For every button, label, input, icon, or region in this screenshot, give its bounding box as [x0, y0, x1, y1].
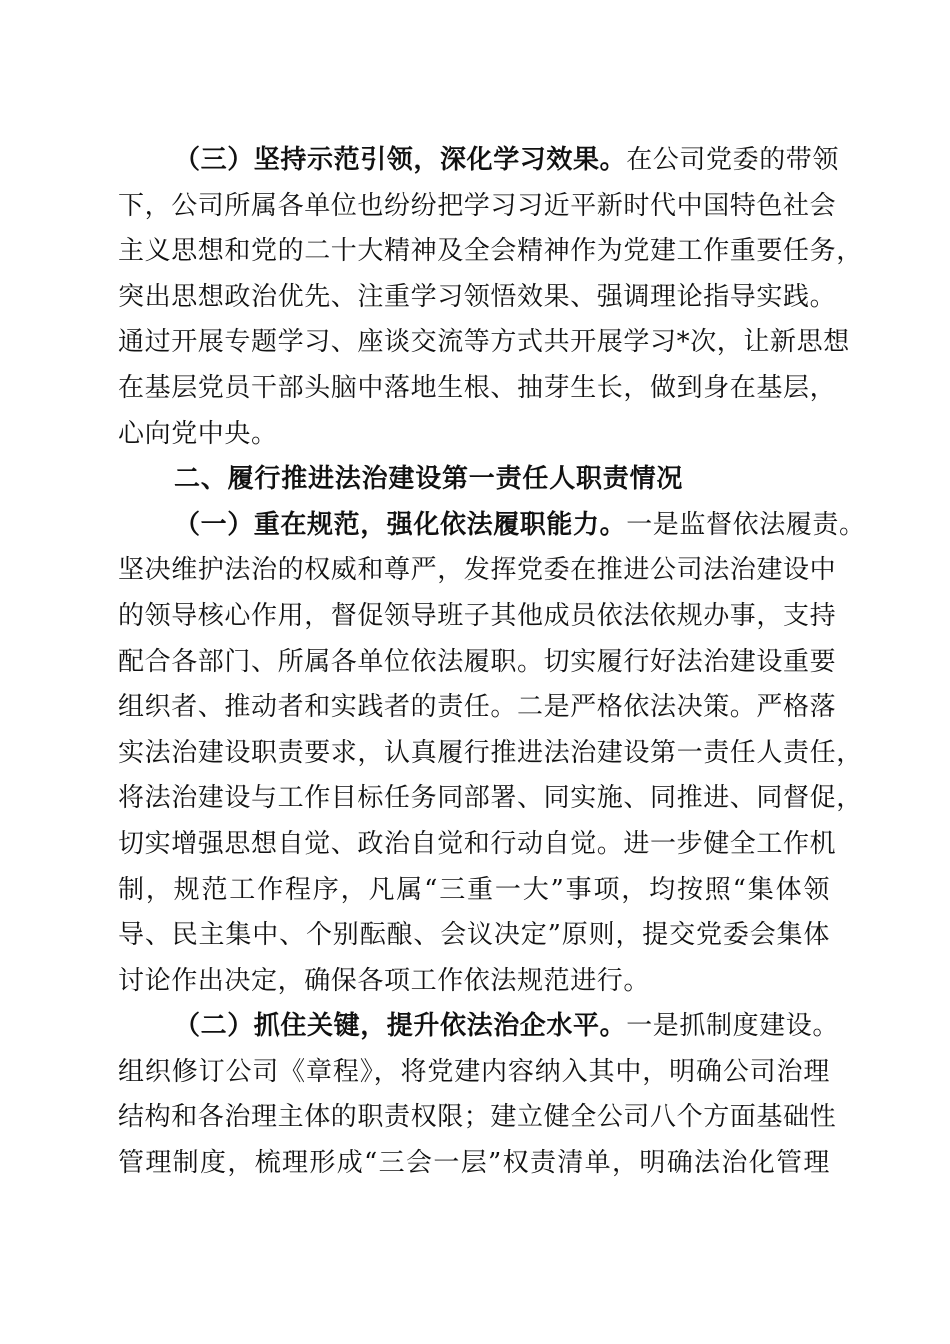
paragraph-section-one-line1: [118, 503, 866, 549]
section-two-line1-rest: 一是抓制度建设。: [626, 1011, 840, 1042]
section-one-line1-rest: 一是监督依法履责。: [626, 509, 866, 540]
paragraph-line: 在基层党员干部头脑中落地生根、抽芽生长，做到身在基层，: [118, 372, 837, 403]
paragraph-line: 的领导核心作用，督促领导班子其他成员依法依规办事，支持: [118, 600, 837, 631]
section-two-lead: （二）抓住关键，提升依法治企水平。: [174, 1011, 627, 1042]
section3-lead: （三）坚持示范引领，深化学习效果。: [174, 145, 627, 175]
paragraph-line: 管理制度，梳理形成“三会一层”权责清单，明确法治化管理: [118, 1148, 830, 1179]
paragraph-line: 组织者、推动者和实践者的责任。二是严格依法决策。严格落: [118, 692, 837, 723]
paragraph-line: 通过开展专题学习、座谈交流等方式共开展学习*次，让新思想: [118, 327, 850, 358]
paragraph-line: 结构和各治理主体的职责权限；建立健全公司八个方面基础性: [118, 1102, 837, 1133]
paragraph-line: 主义思想和党的二十大精神及全会精神作为党建工作重要任务，: [118, 236, 863, 267]
section-heading: 二、履行推进法治建设第一责任人职责情况: [174, 464, 684, 495]
paragraph-line: 组织修订公司《章程》，将党建内容纳入其中，明确公司治理: [118, 1056, 830, 1087]
paragraph-line: 切实增强思想自觉、政治自觉和行动自觉。进一步健全工作机: [118, 828, 837, 859]
paragraph-line: 突出思想政治优先、注重学习领悟效果、强调理论指导实践。: [118, 281, 837, 312]
paragraph-section-two-line1: [118, 1004, 840, 1050]
paragraph-line: 导、民主集中、个别酝酿、会议决定”原则，提交党委会集体: [118, 920, 830, 951]
paragraph-section3-line1: [118, 138, 840, 184]
paragraph-line: 讨论作出决定，确保各项工作依法规范进行。: [118, 965, 651, 996]
section3-line1-rest: 在公司党委的带领: [626, 145, 840, 175]
paragraph-line: 下，公司所属各单位也纷纷把学习习近平新时代中国特色社会: [118, 190, 837, 221]
paragraph-line: 制，规范工作程序，凡属“三重一大”事项，均按照“集体领: [118, 874, 830, 905]
paragraph-line: 配合各部门、所属各单位依法履职。切实履行好法治建设重要: [118, 646, 837, 677]
section-one-lead: （一）重在规范，强化依法履职能力。: [174, 509, 627, 540]
paragraph-line: 将法治建设与工作目标任务同部署、同实施、同推进、同督促，: [118, 783, 863, 814]
paragraph-line: 坚决维护法治的权威和尊严，发挥党委在推进公司法治建设中: [118, 555, 837, 586]
paragraph-line: 实法治建设职责要求，认真履行推进法治建设第一责任人责任，: [118, 737, 863, 768]
document-body: [118, 138, 866, 1187]
paragraph-line: 心向党中央。: [118, 418, 278, 449]
